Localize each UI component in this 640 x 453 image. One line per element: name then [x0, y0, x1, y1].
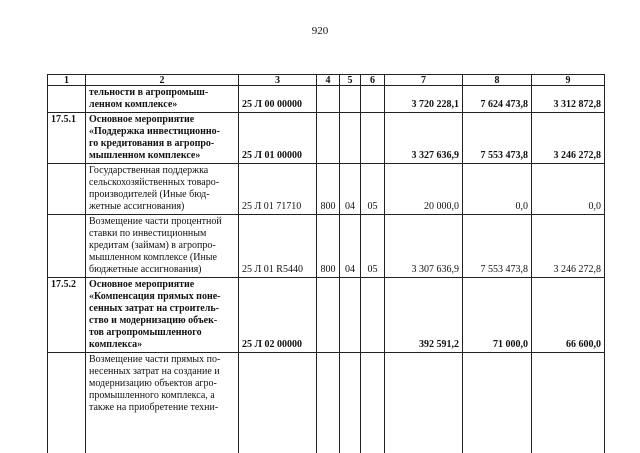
column-header: 1 — [48, 75, 86, 86]
column-5-value — [340, 113, 361, 164]
column-6-value: 05 — [361, 164, 385, 215]
amount-column-7: 3 327 636,9 — [385, 113, 463, 164]
table-row — [48, 278, 605, 353]
description-line: Возмещение части прямых по- — [89, 354, 221, 365]
description-line: Возмещение части процентной — [89, 216, 222, 227]
column-header: 5 — [340, 75, 361, 86]
column-header: 9 — [532, 75, 605, 86]
column-6-value — [361, 86, 385, 113]
amount-column-8: 7 624 473,8 — [463, 86, 532, 113]
description-line: Основное мероприятие — [89, 114, 195, 125]
amount-column-9: 66 600,0 — [532, 278, 605, 353]
budget-code: 25 Л 01 71710 — [239, 164, 317, 215]
description-line: модернизацию объектов агро- — [89, 378, 217, 389]
amount-column-8: 0,0 — [463, 164, 532, 215]
budget-code: 25 Л 02 00000 — [239, 278, 317, 353]
amount-column-9: 0,0 — [532, 164, 605, 215]
row-number — [48, 215, 86, 278]
column-5-value: 04 — [340, 215, 361, 278]
description-line: комплекса» — [89, 339, 143, 350]
amount-column-8: 7 553 473,8 — [463, 113, 532, 164]
table-header-row — [48, 75, 605, 86]
table-row — [48, 215, 605, 278]
description-line: мышленном комплексе» — [89, 150, 201, 161]
description-line: производителей (Иные бюд- — [89, 189, 210, 200]
column-4-value: 800 — [317, 215, 340, 278]
description-line: «Поддержка инвестиционно- — [89, 126, 220, 137]
column-5-value — [340, 278, 361, 353]
table-row — [48, 164, 605, 215]
amount-column-7: 3 720 228,1 — [385, 86, 463, 113]
description-line: тельности в агропромыш- — [89, 87, 209, 98]
description-line: «Компенсация прямых поне- — [89, 291, 221, 302]
column-6-value — [361, 353, 385, 453]
row-number — [48, 353, 86, 453]
description-line: жетные ассигнования) — [89, 201, 185, 212]
column-4-value — [317, 113, 340, 164]
column-4-value — [317, 86, 340, 113]
table-row — [48, 113, 605, 164]
description-line: Государственная поддержка — [89, 165, 209, 176]
table-row — [48, 86, 605, 113]
column-header: 8 — [463, 75, 532, 86]
description-line: ленном комплексе» — [89, 99, 178, 110]
description-line: тов агропромышленного — [89, 327, 202, 338]
description-line: Основное мероприятие — [89, 279, 195, 290]
row-description — [86, 113, 239, 164]
page-number: 920 — [311, 25, 329, 37]
column-header: 3 — [239, 75, 317, 86]
description-line: сенных затрат на строитель- — [89, 303, 219, 314]
description-line: также на приобретение техни- — [89, 402, 219, 413]
amount-column-7 — [385, 353, 463, 453]
row-number — [48, 164, 86, 215]
row-number — [48, 86, 86, 113]
column-5-value — [340, 86, 361, 113]
column-header: 4 — [317, 75, 340, 86]
amount-column-8: 71 000,0 — [463, 278, 532, 353]
row-description — [86, 278, 239, 353]
row-description — [86, 86, 239, 113]
description-line: ство и модернизацию объек- — [89, 315, 218, 326]
amount-column-9: 3 246 272,8 — [532, 215, 605, 278]
budget-table — [47, 74, 605, 453]
row-description — [86, 164, 239, 215]
description-line: сельскохозяйственных товаро- — [89, 177, 220, 188]
budget-code: 25 Л 01 00000 — [239, 113, 317, 164]
table-row — [48, 353, 605, 453]
budget-code — [239, 353, 317, 453]
column-5-value — [340, 353, 361, 453]
amount-column-7: 392 591,2 — [385, 278, 463, 353]
description-line: бюджетные ассигнования) — [89, 264, 202, 275]
description-line: мышленном комплексе (Иные — [89, 252, 217, 263]
amount-column-7: 20 000,0 — [385, 164, 463, 215]
amount-column-7: 3 307 636,9 — [385, 215, 463, 278]
amount-column-8 — [463, 353, 532, 453]
budget-code: 25 Л 00 00000 — [239, 86, 317, 113]
budget-code: 25 Л 01 R5440 — [239, 215, 317, 278]
column-6-value: 05 — [361, 215, 385, 278]
column-header: 6 — [361, 75, 385, 86]
amount-column-9: 3 246 272,8 — [532, 113, 605, 164]
column-5-value: 04 — [340, 164, 361, 215]
row-description — [86, 215, 239, 278]
column-6-value — [361, 113, 385, 164]
description-line: го кредитования в агропро- — [89, 138, 215, 149]
amount-column-8: 7 553 473,8 — [463, 215, 532, 278]
description-line: промышленного комплекса, а — [89, 390, 215, 401]
column-4-value — [317, 353, 340, 453]
column-4-value: 800 — [317, 164, 340, 215]
column-6-value — [361, 278, 385, 353]
description-line: ставки по инвестиционным — [89, 228, 207, 239]
row-description — [86, 353, 239, 453]
column-header: 2 — [86, 75, 239, 86]
amount-column-9: 3 312 872,8 — [532, 86, 605, 113]
description-line: несенных затрат на создание и — [89, 366, 220, 377]
row-number: 17.5.2 — [48, 278, 86, 353]
column-header: 7 — [385, 75, 463, 86]
row-number: 17.5.1 — [48, 113, 86, 164]
column-4-value — [317, 278, 340, 353]
amount-column-9 — [532, 353, 605, 453]
description-line: кредитам (займам) в агропро- — [89, 240, 216, 251]
